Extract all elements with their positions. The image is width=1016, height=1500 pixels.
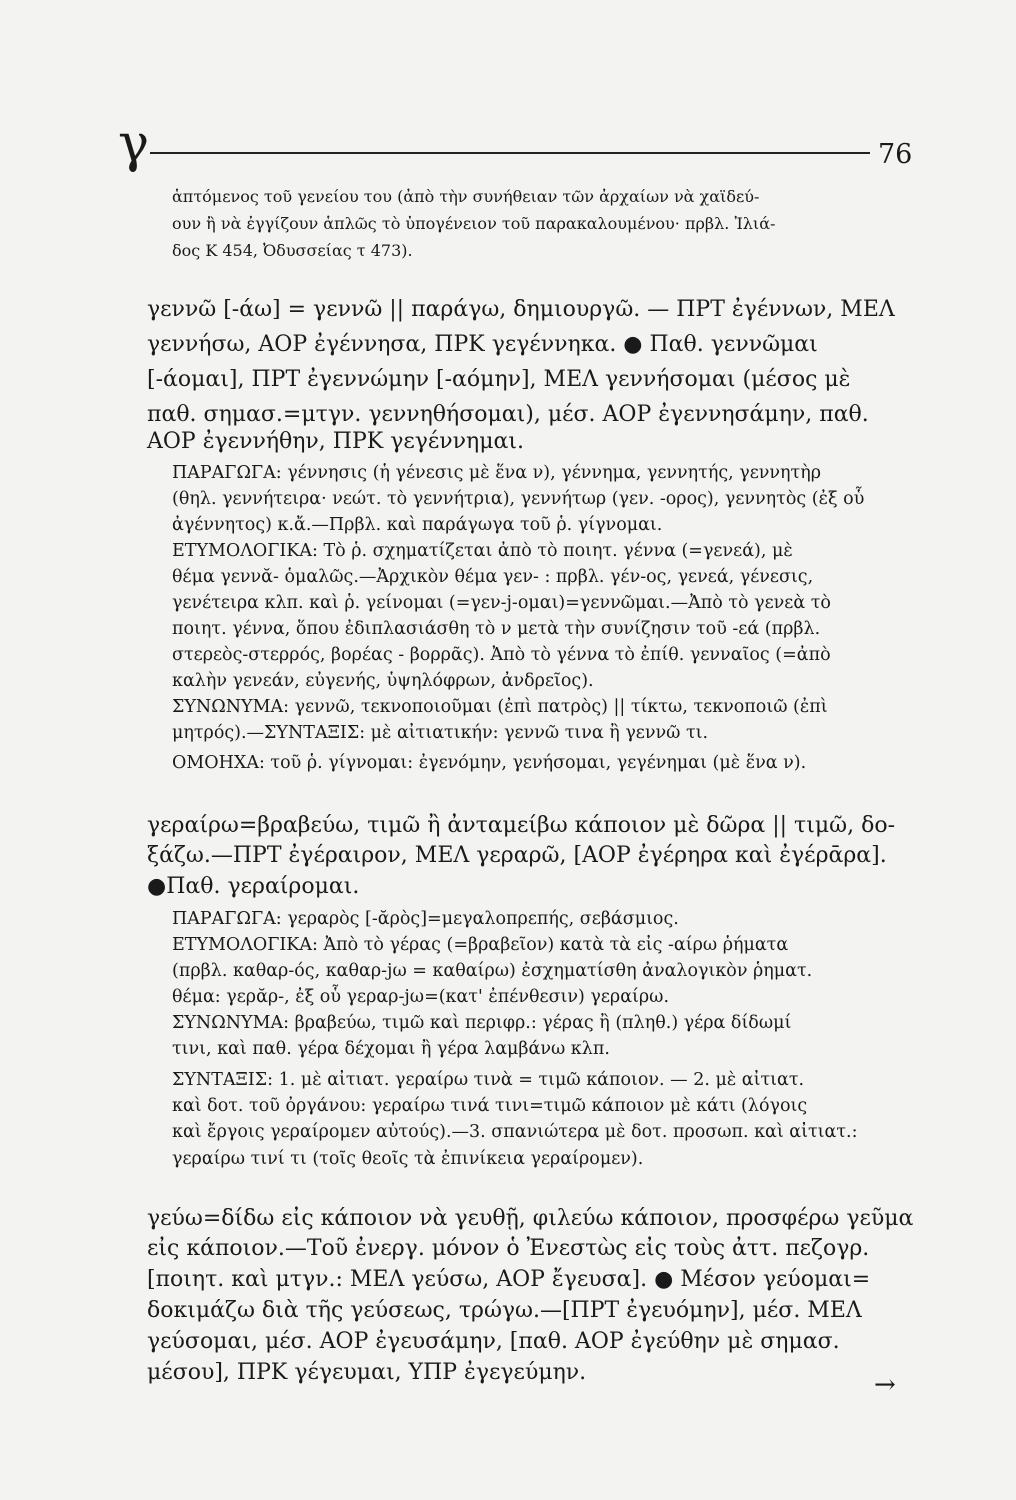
subentry-line: γεραίρω τινί τι (τοῖς θεοῖς τὰ ἐπινίκεια γεραίρομεν). — [172, 1149, 644, 1169]
page-number: 76 — [878, 139, 913, 170]
entry-line: παθ. σημασ.=μτγν. γεννηθήσομαι), μέσ. ΑΟΡ ἐγεννησάμην, παθ. — [147, 402, 869, 427]
entry-line: ΑΟΡ ἐγεννήθην, ΠΡΚ γεγέννημαι. — [147, 429, 524, 454]
subentry-line: ΕΤΥΜΟΛΟΓΙΚΑ: Ἀπὸ τὸ γέρας (=βραβεῖον) κατὰ τὰ εἰς -αίρω ῥήματα — [172, 935, 789, 955]
entry-line: μέσου], ΠΡΚ γέγευμαι, ΥΠΡ ἐγεγεύμην. — [147, 1360, 587, 1385]
subentry-line: (θηλ. γεννήτειρα· νεώτ. τὸ γεννήτρια), γεννήτωρ (γεν. -ορος), γεννητὸς (ἐξ οὗ — [172, 489, 865, 509]
subentry-line: (πρβλ. καθαρ-ός, καθαρ-jω = καθαίρω) ἐσχηματίσθη ἀναλογικὸν ῥηματ. — [172, 961, 813, 981]
subentry-line: γενέτειρα κλπ. καὶ ῥ. γείνομαι (=γεν-j-ομαι)=γεννῶμαι.—Ἀπὸ τὸ γενεὰ τὸ — [172, 593, 831, 613]
subentry-line: ΠΑΡΑΓΩΓΑ: γέννησις (ἡ γένεσις μὲ ἕνα ν), γέννημα, γεννητής, γεννητὴρ — [172, 463, 821, 483]
subentry-line: τινι, καὶ παθ. γέρα δέχομαι ἢ γέρα λαμβάνω κλπ. — [172, 1039, 610, 1059]
subentry-line: καὶ δοτ. τοῦ ὀργάνου: γεραίρω τινά τινι=τιμῶ κάποιον μὲ κάτι (λόγοις — [172, 1096, 808, 1116]
subentry-line: ΣΥΝΤΑΞΙΣ: 1. μὲ αἰτιατ. γεραίρω τινὰ = τιμῶ κάποιον. — 2. μὲ αἰτιατ. — [172, 1070, 805, 1090]
subentry-line: ἀγέννητος) κ.ἄ.—Πρβλ. καὶ παράγωγα τοῦ ῥ. γίγνομαι. — [172, 515, 663, 535]
section-letter: γ — [118, 114, 150, 174]
entry-line: δοκιμάζω διὰ τῆς γεύσεως, τρώγω.—[ΠΡΤ ἐγευόμην], μέσ. ΜΕΛ — [147, 1298, 862, 1323]
entry-line: [-άομαι], ΠΡΤ ἐγεννώμην [-αόμην], ΜΕΛ γεννήσομαι (μέσος μὲ — [147, 367, 851, 392]
entry-line: γεννῶ [-άω] = γεννῶ || παράγω, δημιουργῶ. — ΠΡΤ ἐγέννων, ΜΕΛ — [147, 297, 895, 322]
entry-line: [ποιητ. καὶ μτγν.: ΜΕΛ γεύσω, ΑΟΡ ἔγευσα]. ● Μέσον γεύομαι= — [147, 1267, 871, 1292]
header-rule — [150, 152, 870, 154]
entry-line: γεύω=δίδω εἰς κάποιον νὰ γευθῇ, φιλεύω κάποιον, προσφέρω γεῦμα — [147, 1206, 914, 1231]
entry-line: γεύσομαι, μέσ. ΑΟΡ ἐγευσάμην, [παθ. ΑΟΡ ἐγεύθην μὲ σημασ. — [147, 1329, 840, 1354]
subentry-line: θέμα: γερᾰρ-, ἐξ οὗ γεραρ-jω=(κατ' ἐπένθεσιν) γεραίρω. — [172, 987, 670, 1007]
subentry-line: ΟΜΟΗΧΑ: τοῦ ῥ. γίγνομαι: ἐγενόμην, γενήσομαι, γεγένημαι (μὲ ἕνα ν). — [172, 753, 807, 773]
entry-line: ●Παθ. γεραίρομαι. — [147, 874, 360, 899]
subentry-line: ΣΥΝΩΝΥΜΑ: γεννῶ, τεκνοποιοῦμαι (ἐπὶ πατρὸς) || τίκτω, τεκνοποιῶ (ἐπὶ — [172, 697, 828, 717]
entry-line: ξάζω.—ΠΡΤ ἐγέραιρον, ΜΕΛ γεραρῶ, [ΑΟΡ ἐγέρηρα καὶ ἐγέρᾱρα]. — [147, 843, 887, 868]
entry-line: εἰς κάποιον.—Τοῦ ἐνεργ. μόνον ὁ Ἐνεστὼς εἰς τοὺς ἀττ. πεζογρ. — [147, 1236, 870, 1261]
intro-line: δος Κ 454, Ὀδυσσείας τ 473). — [172, 241, 413, 260]
continuation-arrow-icon: → — [874, 1370, 896, 1400]
subentry-line: στερεὸς-στερρός, βορέας - βορρᾶς). Ἀπὸ τὸ γέννα τὸ ἐπίθ. γενναῖος (=ἀπὸ — [172, 645, 831, 665]
subentry-line: ΠΑΡΑΓΩΓΑ: γεραρὸς [-ᾰρὸς]=μεγαλοπρεπής, σεβάσμιος. — [172, 909, 679, 929]
subentry-line: ΣΥΝΩΝΥΜΑ: βραβεύω, τιμῶ καὶ περιφρ.: γέρας ἢ (πληθ.) γέρα δίδωμί — [172, 1013, 792, 1033]
subentry-line: ποιητ. γέννα, ὅπου ἐδιπλασιάσθη τὸ ν μετὰ τὴν συνίζησιν τοῦ -εά (πρβλ. — [172, 619, 821, 639]
intro-line: ἁπτόμενος τοῦ γενείου του (ἀπὸ τὴν συνήθειαν τῶν ἀρχαίων νὰ χαϊδεύ- — [172, 187, 760, 206]
subentry-line: ΕΤΥΜΟΛΟΓΙΚΑ: Τὸ ῥ. σχηματίζεται ἀπὸ τὸ ποιητ. γέννα (=γενεά), μὲ — [172, 541, 793, 561]
subentry-line: καὶ ἔργοις γεραίρομεν αὐτούς).—3. σπανιώτερα μὲ δοτ. προσωπ. καὶ αἰτιατ.: — [172, 1122, 858, 1142]
entry-line: γεραίρω=βραβεύω, τιμῶ ἢ ἀνταμείβω κάποιον μὲ δῶρα || τιμῶ, δο- — [147, 813, 895, 838]
intro-line: ουν ἢ νὰ ἐγγίζουν ἁπλῶς τὸ ὑπογένειον τοῦ παρακαλουμένου· πρβλ. Ἰλιά- — [172, 214, 776, 233]
entry-line: γεννήσω, ΑΟΡ ἐγέννησα, ΠΡΚ γεγέννηκα. ● Παθ. γεννῶμαι — [147, 332, 818, 357]
subentry-line: μητρός).—ΣΥΝΤΑΞΙΣ: μὲ αἰτιατικήν: γεννῶ τινα ἢ γεννῶ τι. — [172, 723, 709, 743]
subentry-line: θέμα γεννᾰ- ὁμαλῶς.—Ἀρχικὸν θέμα γεν- : πρβλ. γέν-ος, γενεά, γένεσις, — [172, 567, 814, 587]
subentry-line: καλὴν γενεάν, εὐγενής, ὑψηλόφρων, ἀνδρεῖος). — [172, 671, 594, 691]
